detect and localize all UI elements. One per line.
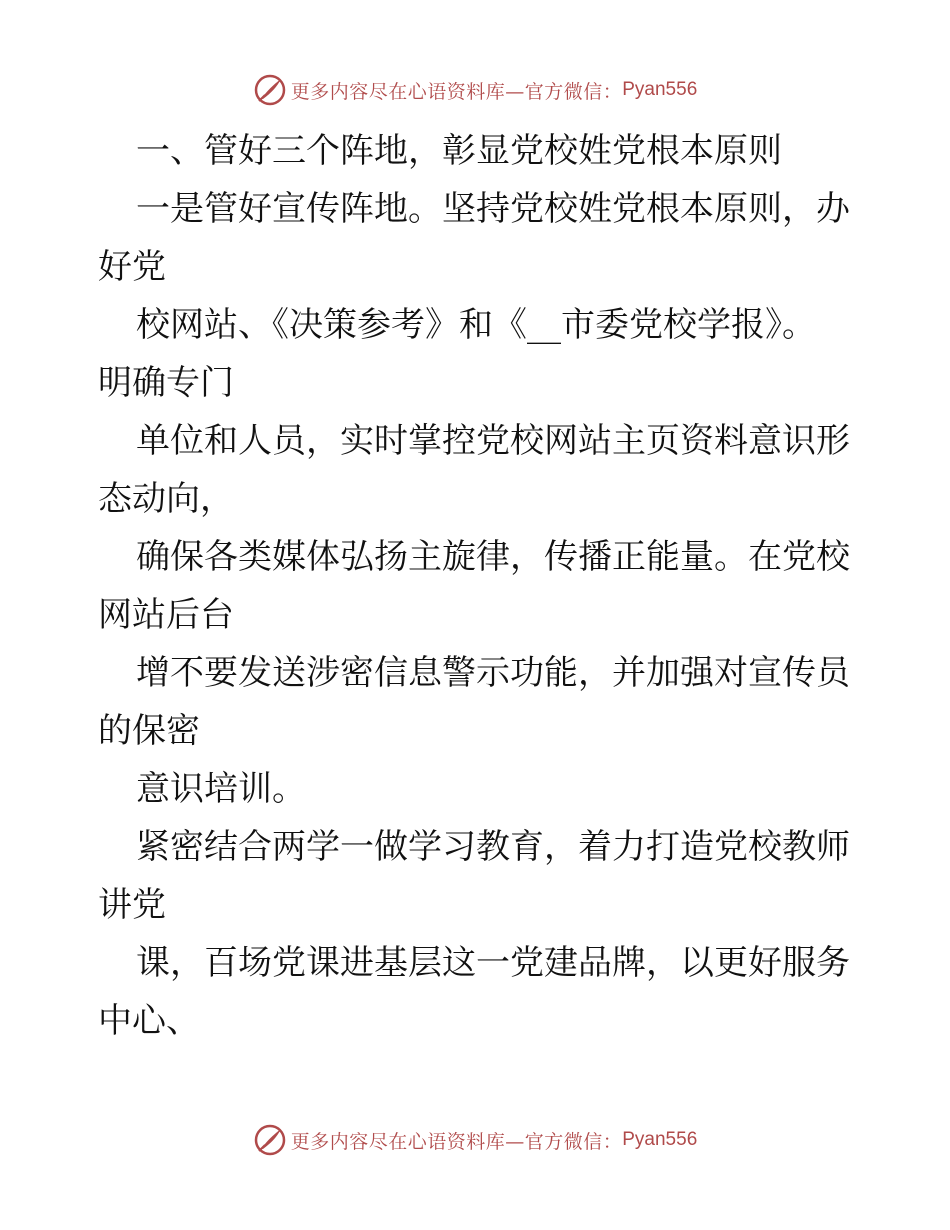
text-line: 课，百场党课进基层这一党建品牌，以更好服务 [136,943,850,983]
heading-line: 一、管好三个阵地，彰显党校姓党根本原则 [136,131,782,171]
watermark-wechat-id: Pyan556 [622,1129,698,1150]
header-watermark [0,72,950,108]
text-line: 紧密结合两学一做学习教育，着力打造党校教师 [136,827,850,867]
watermark-wechat-id: Pyan556 [622,79,698,100]
feather-logo-icon [253,73,287,107]
text-line: 确保各类媒体弘扬主旋律，传播正能量。在党校 [136,537,850,577]
text-line: 讲党 [98,885,166,925]
text-line: 网站后台 [98,595,234,635]
text-line: 中心、 [98,1001,200,1041]
watermark-text: 更多内容尽在心语资料库—官方微信： [290,80,623,103]
document-body [98,122,858,1050]
text-line: 意识培训。 [136,769,306,809]
text-line: 一是管好宣传阵地。坚持党校姓党根本原则，办 [136,189,850,229]
text-line: 的保密 [98,711,200,751]
feather-logo-icon [253,1123,287,1157]
text-line: 单位和人员，实时掌控党校网站主页资料意识形 [136,421,850,461]
text-line: 好党 [98,247,166,287]
text-line: 增不要发送涉密信息警示功能，并加强对宣传员 [136,653,850,693]
text-line: 明确专门 [98,363,234,403]
footer-watermark [0,1122,950,1158]
text-line: 校网站、《决策参考》和《__市委党校学报》。 [136,305,816,345]
text-line: 态动向， [98,479,234,519]
watermark-text: 更多内容尽在心语资料库—官方微信： [290,1130,623,1153]
